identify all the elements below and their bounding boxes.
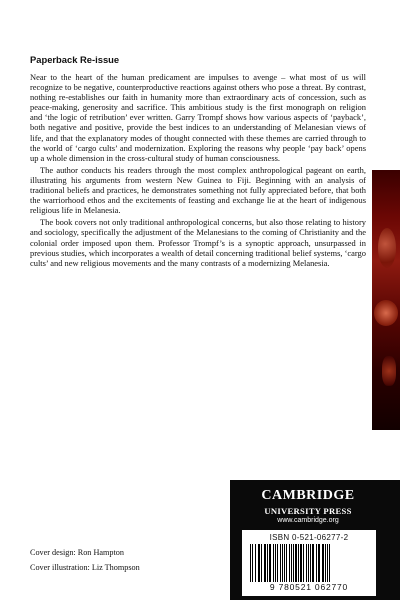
barcode-bar bbox=[295, 544, 297, 582]
barcode-bar bbox=[286, 544, 287, 582]
barcode-bar bbox=[308, 544, 309, 582]
barcode-bar bbox=[258, 544, 260, 582]
barcode-bar bbox=[322, 544, 324, 582]
blurb-text bbox=[30, 72, 366, 270]
publisher-url: www.cambridge.org bbox=[277, 517, 339, 524]
barcode-graphic bbox=[248, 544, 370, 584]
reissue-heading: Paperback Re-issue bbox=[30, 54, 120, 65]
barcode-bar bbox=[264, 544, 266, 582]
barcode-panel bbox=[242, 530, 376, 596]
barcode-bar bbox=[327, 544, 328, 582]
barcode-bar bbox=[267, 544, 268, 582]
barcode-bar bbox=[293, 544, 294, 582]
publisher-block bbox=[230, 480, 400, 600]
barcode-bar bbox=[325, 544, 326, 582]
barcode-bar bbox=[277, 544, 278, 582]
barcode-bar bbox=[275, 544, 276, 582]
barcode-bar bbox=[252, 544, 253, 582]
barcode-bar bbox=[282, 544, 283, 582]
cover-design-credit: Cover design: Ron Hampton bbox=[30, 548, 124, 557]
barcode-bar bbox=[250, 544, 251, 582]
isbn-label: ISBN 0-521-06277-2 bbox=[269, 533, 349, 542]
cover-illustration-edge bbox=[372, 170, 400, 430]
barcode-bar bbox=[269, 544, 271, 582]
barcode-bar bbox=[284, 544, 285, 582]
barcode-bar bbox=[289, 544, 290, 582]
blurb-paragraph: Near to the heart of the human predicament are impulses to avenge – what most of us will recognize to be negative, counterproductive reactions against others who pose a threat. By contrast, nothing re-establishes our faith in humanity more than extraordinary acts of concession, such as peace-making, generosity and sacrifice. This ambitious study is the first monograph on religion and ‘the logic of retribution’ ever written. Garry Trompf shows how various aspects of ‘payback’, both negative and positive, provide the best indices to an understanding of Melanesian views of life, and that the explanatory modes of thought connected with these themes are carried through to the world of ‘cargo cults’ and modernization. Exploring the reasons why people ‘pay back’ opens up a whole dimension in the cross-cultural study of human consciousness. bbox=[30, 72, 366, 163]
barcode-bar bbox=[280, 544, 281, 582]
blurb-paragraph: The author conducts his readers through the most complex anthropological pageant on earth, illustrating his arguments from western New Guinea to Fiji. Beginning with an analysis of traditional beliefs and practices, he demonstrates something not fully appreciated before, that both the warriorhood ethos and the excitements of feasting and exchange lie at the heart of indigenous religious life in Melanesia. bbox=[30, 164, 366, 216]
cover-illustration-credit: Cover illustration: Liz Thompson bbox=[30, 563, 140, 572]
barcode-bar bbox=[273, 544, 274, 582]
barcode-bar bbox=[318, 544, 320, 582]
barcode-bar bbox=[298, 544, 299, 582]
barcode-bar bbox=[306, 544, 307, 582]
barcode-bar bbox=[303, 544, 304, 582]
barcode-bar bbox=[291, 544, 292, 582]
barcode-bar bbox=[310, 544, 311, 582]
barcode-digits: 9 780521 062770 bbox=[269, 582, 349, 592]
blurb-paragraph: The book covers not only traditional anthropological concerns, but also those relating to history and sociology, specifically the adjustment of the Melanesians to the coming of Christianity and the colonial order imposed upon them. Professor Trompf’s is a synoptic approach, unsurpassed in previous studies, which incorporates a wealth of detail concerning traditional belief systems, ‘cargo cults’ and new religious movements and the many contrasts of a modernizing Melanesia. bbox=[30, 217, 366, 268]
publisher-press: UNIVERSITY PRESS bbox=[264, 506, 352, 516]
barcode-bar bbox=[300, 544, 302, 582]
barcode-bar bbox=[329, 544, 330, 582]
barcode-bar bbox=[261, 544, 262, 582]
barcode-bar bbox=[312, 544, 314, 582]
barcode-bar bbox=[316, 544, 317, 582]
publisher-name: CAMBRIDGE bbox=[261, 488, 355, 503]
barcode-bar bbox=[255, 544, 256, 582]
